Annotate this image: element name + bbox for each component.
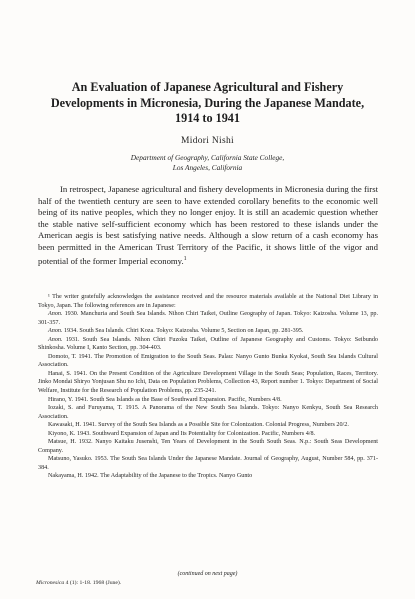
reference-text: Hanai, S. 1941. On the Present Condition of the Agriculture Development Village in the South Seas; Population, Races, Territory. Jinko Mondai Shiryo Yonjusan Shu no Ichi, Data on Population Problems, Collection 43, Report number 1. Tokyo: Department of Social Welfare, Institute for the Research of Population Problems, pp. 235-241.	[38, 370, 378, 395]
author-affiliation	[40, 153, 375, 172]
journal-details: 4 (1): 1-18. 1968 (June).	[64, 580, 122, 586]
footnote-reference	[38, 472, 378, 481]
reference-text: Hirano, Y. 1941. South Sea Islands as the Base of Southward Expansion. Pacific, Numbers 4/8.	[48, 396, 282, 403]
footnote-reference	[38, 455, 378, 472]
footnote-reference	[38, 370, 378, 396]
continued-note: (continued on next page)	[177, 571, 238, 577]
footnote-intro	[38, 293, 378, 310]
body-paragraph	[38, 184, 378, 267]
author-name: Midori Nishi	[181, 136, 234, 146]
reference-text: 1934. South Sea Islands. Chiri Koza. Tokyo: Kaizosha. Volume 5, Section on Japan, pp. 281-395.	[62, 328, 304, 335]
article-title: An Evaluation of Japanese Agricultural and Fishery Developments in Micronesia, During the Japanese Mandate, 1914 to 1941	[50, 80, 365, 125]
reference-author: Anon.	[48, 328, 63, 335]
footnotes	[38, 293, 378, 481]
reference-text: Kawasaki, H. 1941. Survey of the South Sea Islands as a Possible Site for Colonization. Colonial Progress, Numbers 20/2.	[48, 422, 349, 429]
journal-citation	[36, 580, 121, 586]
footnote-reference	[38, 396, 378, 405]
reference-text: 1930. Manchuria and South Sea Islands. Nihon Chiri Taikei, Outline Geography of Japan. Tokyo: Kaizosha. Volume 13, pp. 301-357.	[38, 311, 378, 326]
footnote-reference	[38, 310, 378, 327]
footnote-reference	[38, 438, 378, 455]
reference-author: Anon.	[48, 311, 63, 318]
reference-text: Domoto, T. 1941. The Promotion of Emigration to the South Seas. Palau: Nanyo Gunto Bunka Kyokai, South Sea Islands Cultural Association.	[38, 353, 378, 369]
footnote-reference	[38, 404, 378, 421]
reference-text: Iozaki, S. and Furuyama, T. 1915. A Panorama of the New South Sea Islands. Tokyo: Nanyo Kenkyu, South Sea Research Association.	[38, 405, 378, 420]
reference-author: Anon.	[48, 336, 63, 343]
footnote-reference	[38, 430, 378, 439]
reference-text: Matsuno, Yasuko. 1953. The South Sea Islands Under the Japanese Mandate. Journal of Geography, August, Number 584, pp. 371-384.	[38, 456, 378, 471]
reference-text: 1931. South Sea Islands. Nihon Chiri Fuzoku Taikei, Outline of Japanese Geography and Customs. Tokyo: Seibundo Shinkosha. Volume I, Kanto Section, pp. 304-403.	[38, 336, 378, 352]
footnote-reference	[38, 421, 378, 430]
footnote-marker: 1	[183, 255, 187, 262]
footnote-reference	[38, 353, 378, 370]
footnote-text: ¹ The writer gratefully acknowledges the assistance received and the resource materials available at the National Diet Library in Tokyo, Japan. The following references are in Japanese:	[38, 294, 378, 309]
reference-text: Kiyono, K. 1943. Southward Expansion of Japan and Its Potentiality for Colonization. Pacific, Numbers 4/8.	[48, 430, 316, 437]
journal-name: Micronesica	[36, 580, 65, 586]
footnote-reference	[38, 327, 378, 336]
reference-text: Matsue, H. 1932. Nanyo Kaitaku Jusenshi, Ten Years of Development in the South South Seas. N.p.: South Seas Development Company.	[38, 439, 378, 454]
affiliation-line-2: Los Angeles, California	[172, 162, 243, 172]
footnote-reference	[38, 336, 378, 353]
reference-text: Nakayama, H. 1942. The Adaptability of the Japanese to the Tropics. Nanyo Gunto	[48, 473, 253, 480]
affiliation-line-1: Department of Geography, California State College,	[130, 153, 285, 162]
body-text: In retrospect, Japanese agricultural and fishery developments in Micronesia during the first half of the twentieth century are seen to have extended corollary benefits to the economic well being of its native peoples, which they no longer enjoy. It is still an academic question whether the stable native self-sufficient economy which has been restored to these islands under the American aegis is best satisfying native needs. Although a slow return of a cash economy has been permitted in the American Trust Territory of the Pacific, it shows little of the vigor and potential of the former Imperial economy.	[38, 184, 378, 266]
